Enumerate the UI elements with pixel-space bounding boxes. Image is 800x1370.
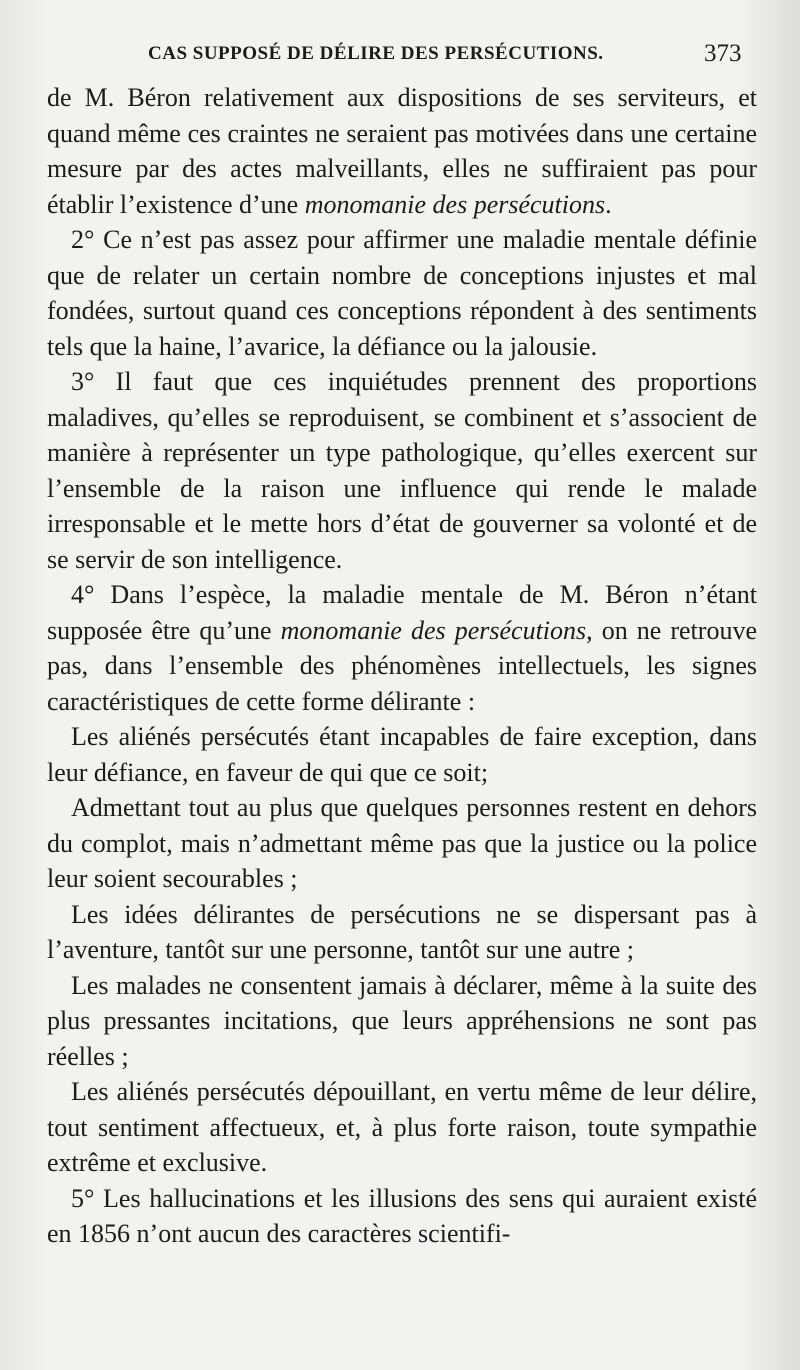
italic-term: monomanie des persécutions bbox=[280, 615, 587, 645]
text-segment: , on ne retrouve pas, dans l’ensemble des phénomènes intellectuels, les signes caractéristiques de cette forme délirante : bbox=[47, 615, 757, 716]
text-segment: 5° Les hallucinations et les illusions des sens qui auraient existé en 1856 n’ont aucun des caractères scientifi- bbox=[47, 1183, 757, 1248]
paragraph-sign-3 bbox=[47, 897, 757, 968]
body-text bbox=[47, 80, 757, 1252]
paragraph-point-3 bbox=[47, 364, 757, 577]
text-segment: Les idées délirantes de persécutions ne se dispersant pas à l’aventure, tantôt sur une personne, tantôt sur une autre ; bbox=[47, 899, 757, 964]
paragraph-point-4 bbox=[47, 577, 757, 719]
paragraph-point-5 bbox=[47, 1181, 757, 1252]
paragraph-sign-1 bbox=[47, 719, 757, 790]
page-number: 373 bbox=[704, 40, 742, 67]
paragraph-continuation bbox=[47, 80, 757, 222]
paragraph-sign-4 bbox=[47, 968, 757, 1075]
text-segment: de M. Béron relativement aux dispositions de ses serviteurs, et quand même ces craintes ne seraient pas motivées dans une certaine mesure par des actes malveillants, elles ne suffiraient pas pour établir l’existence d’une bbox=[47, 83, 757, 219]
paragraph-sign-2 bbox=[47, 790, 757, 897]
page-header bbox=[0, 40, 800, 74]
text-segment: Les aliénés persécutés étant incapables de faire exception, dans leur défiance, en faveur de qui que ce soit; bbox=[47, 722, 757, 787]
running-head: CAS SUPPOSÉ DE DÉLIRE DES PERSÉCUTIONS. bbox=[148, 43, 604, 64]
text-segment: Les malades ne consentent jamais à déclarer, même à la suite des plus pressantes incitations, que leurs appréhensions ne sont pas réelles ; bbox=[47, 970, 757, 1071]
text-segment: 4° Dans l’espèce, la maladie mentale de M. Béron n’étant supposée être qu’une bbox=[47, 580, 757, 645]
text-segment: Admettant tout au plus que quelques personnes restent en dehors du complot, mais n’admettant même pas que la justice ou la police leur soient secourables ; bbox=[47, 793, 757, 893]
text-segment: Les aliénés persécutés dépouillant, en vertu même de leur délire, tout sentiment affectueux, et, à plus forte raison, toute sympathie extrême et exclusive. bbox=[47, 1077, 757, 1177]
paragraph-sign-5 bbox=[47, 1074, 757, 1181]
italic-term: monomanie des persécutions bbox=[304, 189, 606, 219]
paragraph-point-2 bbox=[47, 222, 757, 364]
text-segment: . bbox=[605, 189, 612, 219]
text-segment: 3° Il faut que ces inquiétudes prennent des proportions maladives, qu’elles se reproduisent, se combinent et s’associent de manière à représenter un type pathologique, qu’elles exercent sur l’ensemble de la raison une influence qui rende le malade irresponsable et le mette hors d’état de gouverner sa volonté et de se servir de son intelligence. bbox=[47, 367, 757, 574]
text-segment: 2° Ce n’est pas assez pour affirmer une maladie mentale définie que de relater un certain nombre de conceptions injustes et mal fondées, surtout quand ces conceptions répondent à des sentiments tels que la haine, l’avarice, la défiance ou la jalousie. bbox=[47, 225, 757, 361]
